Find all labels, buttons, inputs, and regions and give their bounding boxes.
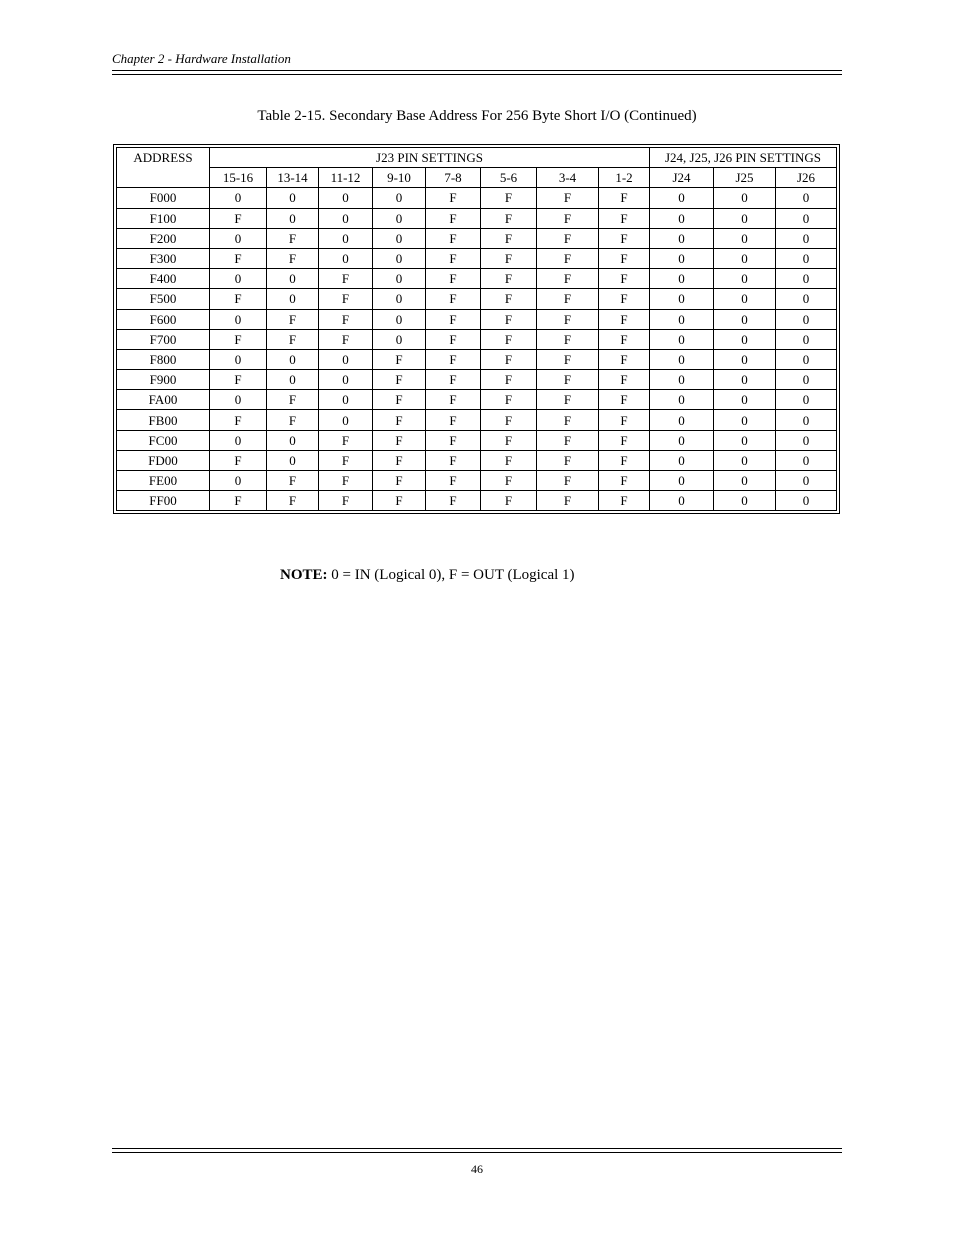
address-cell: F200 bbox=[117, 228, 210, 248]
pin-setting-cell: F bbox=[599, 430, 650, 450]
footer-rule-secondary bbox=[112, 1152, 842, 1153]
page-number: 46 bbox=[471, 1162, 483, 1176]
table-row bbox=[117, 370, 837, 390]
column-header: 13-14 bbox=[267, 168, 319, 188]
pin-setting-cell: F bbox=[373, 390, 426, 410]
pin-setting-cell: F bbox=[481, 269, 537, 289]
pin-setting-cell: 0 bbox=[714, 450, 776, 470]
pin-setting-cell: 0 bbox=[650, 248, 714, 268]
pin-setting-cell: 0 bbox=[650, 309, 714, 329]
pin-setting-cell: F bbox=[426, 228, 481, 248]
column-header: J24 bbox=[650, 168, 714, 188]
pin-setting-cell: 0 bbox=[776, 309, 837, 329]
pin-setting-cell: F bbox=[426, 269, 481, 289]
table-row bbox=[117, 430, 837, 450]
table-row bbox=[117, 491, 837, 511]
pin-setting-cell: F bbox=[210, 450, 267, 470]
pin-setting-cell: F bbox=[537, 450, 599, 470]
pin-setting-cell: 0 bbox=[776, 208, 837, 228]
pin-setting-cell: F bbox=[481, 208, 537, 228]
pin-setting-cell: F bbox=[426, 370, 481, 390]
pin-setting-cell: F bbox=[210, 410, 267, 430]
pin-setting-cell: F bbox=[319, 450, 373, 470]
table-row bbox=[117, 228, 837, 248]
pin-setting-cell: F bbox=[537, 471, 599, 491]
pin-setting-cell: F bbox=[537, 269, 599, 289]
column-header: 3-4 bbox=[537, 168, 599, 188]
pin-setting-cell: F bbox=[373, 370, 426, 390]
pin-setting-cell: F bbox=[481, 370, 537, 390]
table-row bbox=[117, 188, 837, 208]
address-cell: F100 bbox=[117, 208, 210, 228]
pin-setting-cell: F bbox=[426, 491, 481, 511]
address-table bbox=[116, 147, 837, 511]
table-row bbox=[117, 410, 837, 430]
column-header: 11-12 bbox=[319, 168, 373, 188]
pin-setting-cell: 0 bbox=[267, 450, 319, 470]
pin-setting-cell: 0 bbox=[210, 471, 267, 491]
pin-setting-cell: 0 bbox=[373, 248, 426, 268]
pin-setting-cell: F bbox=[599, 248, 650, 268]
address-cell: F900 bbox=[117, 370, 210, 390]
pin-setting-cell: F bbox=[319, 269, 373, 289]
pin-setting-cell: 0 bbox=[776, 370, 837, 390]
pin-setting-cell: F bbox=[267, 329, 319, 349]
pin-setting-cell: F bbox=[319, 289, 373, 309]
pin-setting-cell: F bbox=[599, 309, 650, 329]
column-header: 15-16 bbox=[210, 168, 267, 188]
pin-setting-cell: 0 bbox=[714, 349, 776, 369]
pin-setting-cell: 0 bbox=[650, 228, 714, 248]
pin-setting-cell: F bbox=[481, 430, 537, 450]
chapter-header: Chapter 2 - Hardware Installation bbox=[112, 51, 291, 66]
pin-setting-cell: 0 bbox=[776, 289, 837, 309]
pin-setting-cell: F bbox=[267, 228, 319, 248]
pin-setting-cell: 0 bbox=[776, 471, 837, 491]
pin-setting-cell: F bbox=[426, 390, 481, 410]
pin-setting-cell: 0 bbox=[650, 188, 714, 208]
pin-setting-cell: 0 bbox=[267, 208, 319, 228]
address-cell: F300 bbox=[117, 248, 210, 268]
pin-setting-cell: F bbox=[537, 390, 599, 410]
pin-setting-cell: 0 bbox=[776, 329, 837, 349]
pin-setting-cell: F bbox=[481, 289, 537, 309]
pin-setting-cell: F bbox=[319, 329, 373, 349]
pin-setting-cell: 0 bbox=[714, 329, 776, 349]
pin-setting-cell: 0 bbox=[714, 309, 776, 329]
pin-setting-cell: F bbox=[373, 430, 426, 450]
pin-setting-cell: F bbox=[481, 390, 537, 410]
pin-setting-cell: F bbox=[267, 390, 319, 410]
pin-setting-cell: F bbox=[599, 450, 650, 470]
pin-setting-cell: 0 bbox=[210, 228, 267, 248]
pin-setting-cell: 0 bbox=[776, 349, 837, 369]
pin-setting-cell: F bbox=[481, 248, 537, 268]
pin-setting-cell: 0 bbox=[776, 248, 837, 268]
pin-setting-cell: F bbox=[599, 228, 650, 248]
pin-setting-cell: 0 bbox=[714, 289, 776, 309]
pin-setting-cell: 0 bbox=[776, 491, 837, 511]
pin-setting-cell: 0 bbox=[267, 370, 319, 390]
pin-setting-cell: F bbox=[537, 228, 599, 248]
pin-setting-cell: F bbox=[537, 309, 599, 329]
pin-setting-cell: F bbox=[481, 471, 537, 491]
pin-setting-cell: F bbox=[373, 410, 426, 430]
pin-setting-cell: F bbox=[426, 248, 481, 268]
table-row bbox=[117, 390, 837, 410]
address-cell: F600 bbox=[117, 309, 210, 329]
header-rule bbox=[112, 70, 842, 71]
pin-setting-cell: F bbox=[267, 410, 319, 430]
pin-setting-cell: F bbox=[599, 491, 650, 511]
table-row bbox=[117, 269, 837, 289]
pin-setting-cell: 0 bbox=[210, 188, 267, 208]
pin-setting-cell: 0 bbox=[319, 370, 373, 390]
pin-setting-cell: F bbox=[267, 248, 319, 268]
pin-setting-cell: 0 bbox=[714, 491, 776, 511]
pin-setting-cell: F bbox=[426, 289, 481, 309]
address-cell: F700 bbox=[117, 329, 210, 349]
pin-setting-cell: F bbox=[426, 188, 481, 208]
pin-setting-cell: 0 bbox=[210, 390, 267, 410]
pin-setting-cell: 0 bbox=[319, 410, 373, 430]
pin-setting-cell: 0 bbox=[714, 410, 776, 430]
pin-setting-cell: F bbox=[481, 349, 537, 369]
table-row bbox=[117, 208, 837, 228]
pin-setting-cell: F bbox=[373, 491, 426, 511]
header-rule-secondary bbox=[112, 74, 842, 75]
pin-setting-cell: 0 bbox=[650, 430, 714, 450]
pin-setting-cell: 0 bbox=[650, 370, 714, 390]
pin-setting-cell: 0 bbox=[714, 269, 776, 289]
pin-setting-cell: F bbox=[537, 289, 599, 309]
pin-setting-cell: F bbox=[481, 228, 537, 248]
table-row bbox=[117, 248, 837, 268]
pin-setting-cell: 0 bbox=[210, 269, 267, 289]
table-group-header-row bbox=[117, 148, 837, 168]
pin-setting-cell: 0 bbox=[776, 228, 837, 248]
table-frame bbox=[113, 144, 840, 514]
pin-setting-cell: 0 bbox=[650, 450, 714, 470]
pin-setting-cell: 0 bbox=[714, 248, 776, 268]
pin-setting-cell: 0 bbox=[267, 349, 319, 369]
pin-setting-cell: 0 bbox=[776, 390, 837, 410]
table-row bbox=[117, 471, 837, 491]
pin-setting-cell: F bbox=[599, 329, 650, 349]
column-header: 7-8 bbox=[426, 168, 481, 188]
table-caption: Table 2-15. Secondary Base Address For 256 Byte Short I/O (Continued) bbox=[257, 108, 697, 124]
pin-setting-cell: F bbox=[210, 208, 267, 228]
pin-setting-cell: 0 bbox=[210, 309, 267, 329]
note bbox=[280, 567, 575, 584]
pin-setting-cell: F bbox=[267, 491, 319, 511]
pin-setting-cell: F bbox=[481, 450, 537, 470]
pin-setting-cell: 0 bbox=[319, 208, 373, 228]
pin-setting-cell: F bbox=[426, 450, 481, 470]
pin-setting-cell: F bbox=[426, 349, 481, 369]
pin-setting-cell: F bbox=[373, 349, 426, 369]
pin-setting-cell: 0 bbox=[319, 390, 373, 410]
pin-setting-cell: F bbox=[426, 410, 481, 430]
table-row bbox=[117, 309, 837, 329]
pin-setting-cell: F bbox=[599, 471, 650, 491]
pin-setting-cell: F bbox=[481, 329, 537, 349]
pin-setting-cell: 0 bbox=[650, 329, 714, 349]
pin-setting-cell: F bbox=[537, 208, 599, 228]
pin-setting-cell: 0 bbox=[319, 228, 373, 248]
footer-rule bbox=[112, 1148, 842, 1149]
pin-setting-cell: 0 bbox=[776, 188, 837, 208]
pin-setting-cell: F bbox=[537, 329, 599, 349]
pin-setting-cell: F bbox=[599, 370, 650, 390]
note-label: NOTE: bbox=[280, 567, 328, 583]
pin-setting-cell: F bbox=[537, 248, 599, 268]
address-cell: F000 bbox=[117, 188, 210, 208]
pin-setting-cell: 0 bbox=[373, 289, 426, 309]
pin-setting-cell: 0 bbox=[650, 390, 714, 410]
pin-setting-cell: F bbox=[373, 471, 426, 491]
column-header: 5-6 bbox=[481, 168, 537, 188]
pin-setting-cell: 0 bbox=[650, 491, 714, 511]
pin-setting-cell: 0 bbox=[373, 269, 426, 289]
pin-setting-cell: 0 bbox=[776, 269, 837, 289]
table-row bbox=[117, 450, 837, 470]
address-column-header: ADDRESS bbox=[117, 148, 210, 188]
pin-setting-cell: 0 bbox=[373, 228, 426, 248]
pin-setting-cell: F bbox=[267, 471, 319, 491]
pin-setting-cell: F bbox=[599, 208, 650, 228]
pin-setting-cell: F bbox=[319, 430, 373, 450]
pin-setting-cell: 0 bbox=[776, 410, 837, 430]
pin-setting-cell: 0 bbox=[373, 309, 426, 329]
pin-setting-cell: 0 bbox=[714, 430, 776, 450]
pin-setting-cell: F bbox=[537, 491, 599, 511]
pin-setting-cell: 0 bbox=[210, 349, 267, 369]
address-cell: FA00 bbox=[117, 390, 210, 410]
pin-setting-cell: F bbox=[426, 471, 481, 491]
pin-setting-cell: 0 bbox=[210, 430, 267, 450]
note-text: 0 = IN (Logical 0), F = OUT (Logical 1) bbox=[331, 567, 575, 583]
pin-setting-cell: 0 bbox=[714, 208, 776, 228]
address-cell: FC00 bbox=[117, 430, 210, 450]
pin-setting-cell: F bbox=[210, 289, 267, 309]
pin-setting-cell: F bbox=[267, 309, 319, 329]
pin-setting-cell: 0 bbox=[776, 450, 837, 470]
pin-setting-cell: 0 bbox=[776, 430, 837, 450]
pin-setting-cell: F bbox=[537, 349, 599, 369]
address-cell: F400 bbox=[117, 269, 210, 289]
pin-setting-cell: F bbox=[599, 410, 650, 430]
pin-setting-cell: F bbox=[537, 188, 599, 208]
pin-setting-cell: F bbox=[210, 248, 267, 268]
column-header: 1-2 bbox=[599, 168, 650, 188]
pin-setting-cell: F bbox=[481, 188, 537, 208]
pin-setting-cell: F bbox=[319, 491, 373, 511]
pin-setting-cell: 0 bbox=[373, 329, 426, 349]
table-row bbox=[117, 289, 837, 309]
pin-setting-cell: 0 bbox=[319, 248, 373, 268]
pin-setting-cell: F bbox=[537, 410, 599, 430]
pin-setting-cell: 0 bbox=[650, 349, 714, 369]
j23-group-header: J23 PIN SETTINGS bbox=[210, 148, 650, 168]
pin-setting-cell: 0 bbox=[650, 410, 714, 430]
pin-setting-cell: F bbox=[319, 309, 373, 329]
pin-setting-cell: 0 bbox=[319, 188, 373, 208]
pin-setting-cell: F bbox=[426, 430, 481, 450]
pin-setting-cell: 0 bbox=[373, 188, 426, 208]
pin-setting-cell: 0 bbox=[714, 188, 776, 208]
pin-setting-cell: F bbox=[481, 309, 537, 329]
address-cell: FF00 bbox=[117, 491, 210, 511]
pin-setting-cell: 0 bbox=[650, 471, 714, 491]
pin-setting-cell: F bbox=[426, 208, 481, 228]
pin-setting-cell: 0 bbox=[714, 471, 776, 491]
column-header: J25 bbox=[714, 168, 776, 188]
table-column-header-row bbox=[117, 168, 837, 188]
pin-setting-cell: F bbox=[537, 430, 599, 450]
pin-setting-cell: F bbox=[426, 309, 481, 329]
pin-setting-cell: 0 bbox=[267, 188, 319, 208]
pin-setting-cell: F bbox=[599, 188, 650, 208]
pin-setting-cell: 0 bbox=[267, 430, 319, 450]
pin-setting-cell: 0 bbox=[714, 390, 776, 410]
pin-setting-cell: F bbox=[537, 370, 599, 390]
pin-setting-cell: F bbox=[210, 370, 267, 390]
address-cell: FD00 bbox=[117, 450, 210, 470]
pin-setting-cell: 0 bbox=[650, 208, 714, 228]
table-row bbox=[117, 349, 837, 369]
address-cell: F500 bbox=[117, 289, 210, 309]
pin-setting-cell: F bbox=[481, 491, 537, 511]
pin-setting-cell: F bbox=[319, 471, 373, 491]
j24-j26-group-header: J24, J25, J26 PIN SETTINGS bbox=[650, 148, 837, 168]
pin-setting-cell: F bbox=[599, 390, 650, 410]
pin-setting-cell: F bbox=[210, 491, 267, 511]
pin-setting-cell: 0 bbox=[714, 228, 776, 248]
address-cell: F800 bbox=[117, 349, 210, 369]
pin-setting-cell: 0 bbox=[714, 370, 776, 390]
column-header: J26 bbox=[776, 168, 837, 188]
pin-setting-cell: F bbox=[599, 289, 650, 309]
pin-setting-cell: F bbox=[481, 410, 537, 430]
address-cell: FE00 bbox=[117, 471, 210, 491]
table-row bbox=[117, 329, 837, 349]
pin-setting-cell: F bbox=[426, 329, 481, 349]
address-cell: FB00 bbox=[117, 410, 210, 430]
pin-setting-cell: 0 bbox=[267, 269, 319, 289]
pin-setting-cell: F bbox=[210, 329, 267, 349]
pin-setting-cell: F bbox=[599, 269, 650, 289]
pin-setting-cell: 0 bbox=[267, 289, 319, 309]
pin-setting-cell: 0 bbox=[319, 349, 373, 369]
pin-setting-cell: F bbox=[599, 349, 650, 369]
column-header: 9-10 bbox=[373, 168, 426, 188]
pin-setting-cell: 0 bbox=[373, 208, 426, 228]
pin-setting-cell: 0 bbox=[650, 289, 714, 309]
pin-setting-cell: 0 bbox=[650, 269, 714, 289]
pin-setting-cell: F bbox=[373, 450, 426, 470]
